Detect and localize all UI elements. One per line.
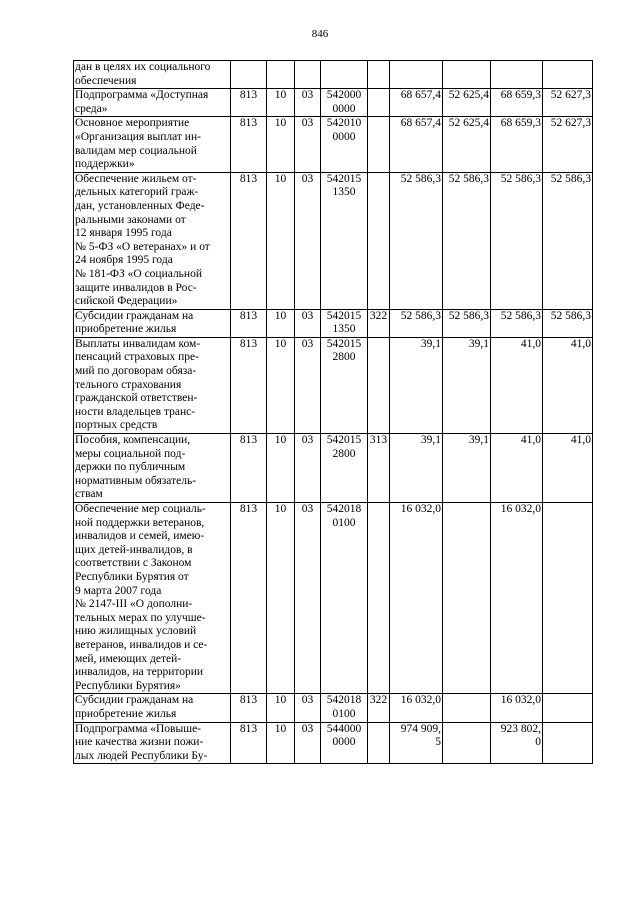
row-name-cell: Подпрограмма «Повыше- ние качества жизни пожи- лых людей Республики Бу- bbox=[74, 722, 231, 764]
expense-type-cell bbox=[368, 172, 390, 309]
table-row bbox=[74, 337, 593, 433]
expense-type-cell bbox=[368, 722, 390, 764]
amount-cell-3: 52 586,3 bbox=[491, 172, 543, 309]
section-code-cell: 10 bbox=[267, 694, 295, 722]
table-row bbox=[74, 309, 593, 337]
row-name-cell: Подпрограмма «Доступная среда» bbox=[74, 89, 231, 117]
section-code-cell bbox=[267, 61, 295, 89]
target-article-cell: 542015 1350 bbox=[321, 172, 368, 309]
amount-cell-3: 923 802, 0 bbox=[491, 722, 543, 764]
amount-cell-1: 974 909, 5 bbox=[390, 722, 443, 764]
ministry-code-cell: 813 bbox=[231, 172, 267, 309]
expense-type-cell: 322 bbox=[368, 309, 390, 337]
ministry-code-cell: 813 bbox=[231, 503, 267, 694]
amount-cell-2: 52 625,4 bbox=[443, 117, 491, 172]
row-name-cell: Выплаты инвалидам ком- пенсаций страховых пре- мий по договорам обяза- тельного страхования гражданской ответствен- ности владельцев транс- портных средств bbox=[74, 337, 231, 433]
amount-cell-1: 39,1 bbox=[390, 434, 443, 503]
ministry-code-cell: 813 bbox=[231, 337, 267, 433]
table-row bbox=[74, 434, 593, 503]
table-row bbox=[74, 61, 593, 89]
ministry-code-cell: 813 bbox=[231, 434, 267, 503]
amount-cell-3: 41,0 bbox=[491, 434, 543, 503]
amount-cell-3: 16 032,0 bbox=[491, 694, 543, 722]
target-article-cell: 542015 2800 bbox=[321, 337, 368, 433]
amount-cell-4 bbox=[543, 694, 593, 722]
target-article-cell bbox=[321, 61, 368, 89]
target-article-cell: 542010 0000 bbox=[321, 117, 368, 172]
amount-cell-2: 52 586,3 bbox=[443, 309, 491, 337]
section-code-cell: 10 bbox=[267, 722, 295, 764]
section-code-cell: 10 bbox=[267, 309, 295, 337]
ministry-code-cell: 813 bbox=[231, 694, 267, 722]
table-row bbox=[74, 117, 593, 172]
target-article-cell: 542015 2800 bbox=[321, 434, 368, 503]
amount-cell-2 bbox=[443, 503, 491, 694]
row-name-cell: Обеспечение жильем от- дельных категорий граж- дан, установленных Феде- ральными законами от 12 января 1995 года № 5-ФЗ «О ветеранах» и от 24 ноября 1995 года № 181-ФЗ «О социальной защите инвалидов в Рос- сийской Федерации» bbox=[74, 172, 231, 309]
row-name-cell: Субсидии гражданам на приобретение жилья bbox=[74, 694, 231, 722]
section-code-cell: 10 bbox=[267, 89, 295, 117]
amount-cell-4 bbox=[543, 61, 593, 89]
row-name-cell: Основное мероприятие «Организация выплат ин- валидам мер социальной поддержки» bbox=[74, 117, 231, 172]
target-article-cell: 542018 0100 bbox=[321, 694, 368, 722]
amount-cell-2 bbox=[443, 722, 491, 764]
expense-type-cell: 322 bbox=[368, 694, 390, 722]
amount-cell-3: 68 659,3 bbox=[491, 89, 543, 117]
section-code-cell: 10 bbox=[267, 337, 295, 433]
amount-cell-2: 52 625,4 bbox=[443, 89, 491, 117]
row-name-cell: Обеспечение мер социаль- ной поддержки ветеранов, инвалидов и семей, имею- щих детей-инвалидов, в соответствии с Законом Республики Бурятия от 9 марта 2007 года № 2147-III «О дополни- тельных мерах по улучше- нию жилищных условий ветеранов, инвалидов и се- мей, имеющих детей- инвалидов, на территории Республики Бурятия» bbox=[74, 503, 231, 694]
section-code-cell: 10 bbox=[267, 117, 295, 172]
row-name-cell: Субсидии гражданам на приобретение жилья bbox=[74, 309, 231, 337]
subsection-code-cell: 03 bbox=[295, 337, 321, 433]
amount-cell-4: 52 586,3 bbox=[543, 309, 593, 337]
ministry-code-cell: 813 bbox=[231, 117, 267, 172]
section-code-cell: 10 bbox=[267, 172, 295, 309]
amount-cell-4: 41,0 bbox=[543, 434, 593, 503]
target-article-cell: 542000 0000 bbox=[321, 89, 368, 117]
amount-cell-3 bbox=[491, 61, 543, 89]
ministry-code-cell bbox=[231, 61, 267, 89]
row-name-cell: Пособия, компенсации, меры социальной под- держки по публичным нормативным обязатель- ствам bbox=[74, 434, 231, 503]
subsection-code-cell: 03 bbox=[295, 722, 321, 764]
table-row bbox=[74, 503, 593, 694]
ministry-code-cell: 813 bbox=[231, 89, 267, 117]
amount-cell-1: 39,1 bbox=[390, 337, 443, 433]
subsection-code-cell: 03 bbox=[295, 434, 321, 503]
amount-cell-4 bbox=[543, 503, 593, 694]
amount-cell-1: 52 586,3 bbox=[390, 172, 443, 309]
table-row bbox=[74, 694, 593, 722]
expense-type-cell bbox=[368, 89, 390, 117]
section-code-cell: 10 bbox=[267, 434, 295, 503]
table-row bbox=[74, 89, 593, 117]
amount-cell-3: 41,0 bbox=[491, 337, 543, 433]
amount-cell-2 bbox=[443, 61, 491, 89]
table-row bbox=[74, 722, 593, 764]
expense-type-cell bbox=[368, 61, 390, 89]
amount-cell-1: 16 032,0 bbox=[390, 503, 443, 694]
amount-cell-4: 41,0 bbox=[543, 337, 593, 433]
amount-cell-4: 52 627,3 bbox=[543, 89, 593, 117]
amount-cell-1: 68 657,4 bbox=[390, 117, 443, 172]
table-row bbox=[74, 172, 593, 309]
amount-cell-4: 52 586,3 bbox=[543, 172, 593, 309]
subsection-code-cell bbox=[295, 61, 321, 89]
amount-cell-4: 52 627,3 bbox=[543, 117, 593, 172]
amount-cell-4 bbox=[543, 722, 593, 764]
amount-cell-3: 16 032,0 bbox=[491, 503, 543, 694]
target-article-cell: 544000 0000 bbox=[321, 722, 368, 764]
subsection-code-cell: 03 bbox=[295, 503, 321, 694]
amount-cell-2: 39,1 bbox=[443, 434, 491, 503]
budget-table bbox=[73, 60, 593, 764]
subsection-code-cell: 03 bbox=[295, 172, 321, 309]
amount-cell-1: 52 586,3 bbox=[390, 309, 443, 337]
ministry-code-cell: 813 bbox=[231, 309, 267, 337]
expense-type-cell bbox=[368, 117, 390, 172]
subsection-code-cell: 03 bbox=[295, 309, 321, 337]
target-article-cell: 542018 0100 bbox=[321, 503, 368, 694]
amount-cell-1 bbox=[390, 61, 443, 89]
subsection-code-cell: 03 bbox=[295, 117, 321, 172]
amount-cell-2: 39,1 bbox=[443, 337, 491, 433]
amount-cell-1: 68 657,4 bbox=[390, 89, 443, 117]
budget-table-body bbox=[74, 61, 593, 764]
amount-cell-3: 52 586,3 bbox=[491, 309, 543, 337]
amount-cell-2 bbox=[443, 694, 491, 722]
ministry-code-cell: 813 bbox=[231, 722, 267, 764]
expense-type-cell: 313 bbox=[368, 434, 390, 503]
subsection-code-cell: 03 bbox=[295, 694, 321, 722]
section-code-cell: 10 bbox=[267, 503, 295, 694]
row-name-cell: дан в целях их социального обеспечения bbox=[74, 61, 231, 89]
page-number: 846 bbox=[311, 28, 329, 40]
amount-cell-2: 52 586,3 bbox=[443, 172, 491, 309]
subsection-code-cell: 03 bbox=[295, 89, 321, 117]
expense-type-cell bbox=[368, 337, 390, 433]
expense-type-cell bbox=[368, 503, 390, 694]
amount-cell-3: 68 659,3 bbox=[491, 117, 543, 172]
amount-cell-1: 16 032,0 bbox=[390, 694, 443, 722]
target-article-cell: 542015 1350 bbox=[321, 309, 368, 337]
